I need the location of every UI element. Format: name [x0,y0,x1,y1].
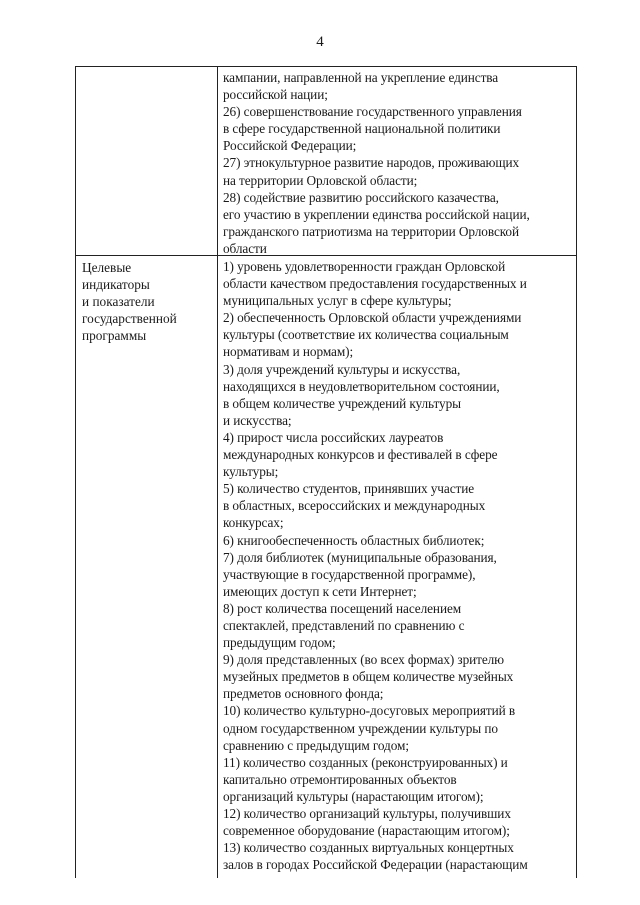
indicator-text-line: участвующие в государственной программе), [223,566,476,582]
indicator-text-line: 13) количество созданных виртуальных концертных [223,840,514,856]
indicator-text-line: капитально отремонтированных объектов [223,771,457,787]
goal-text-line: гражданского патриотизма на территории Орловской [223,223,519,239]
indicator-text-line: 6) книгообеспеченность областных библиотек; [223,532,485,548]
indicator-text-line: музейных предметов в общем количестве музейных [223,669,514,685]
row-label-line: и показатели [82,294,155,310]
program-passport-table [75,66,577,878]
indicator-text-line: в общем количестве учреждений культуры [223,395,461,411]
goal-text-line: области [223,240,267,256]
indicator-text-line: 10) количество культурно-досуговых мероприятий в [223,703,516,719]
indicator-text-line: 4) прирост числа российских лауреатов [223,429,444,445]
goal-text-line: 27) этнокультурное развитие народов, проживающих [223,155,520,171]
indicator-text-line: организаций культуры (нарастающим итогом); [223,788,484,804]
indicator-text-line: нормативам и нормам); [223,344,354,360]
indicator-text-line: конкурсах; [223,515,284,531]
indicator-text-line: 7) доля библиотек (муниципальные образования, [223,549,497,565]
indicator-text-line: 5) количество студентов, принявших участие [223,481,475,497]
indicator-text-line: сравнению с предыдущим годом; [223,737,409,753]
row-label-line: индикаторы [82,277,150,293]
goal-text-line: кампании, направленной на укрепление единства [223,70,499,85]
goal-text-line: в сфере государственной национальной политики [223,121,501,137]
indicator-text-line: имеющих доступ к сети Интернет; [223,583,417,599]
indicator-text-line: 8) рост количества посещений населением [223,600,462,616]
indicator-text-line: 11) количество созданных (реконструированных) и [223,754,508,770]
indicator-text-line: 3) доля учреждений культуры и искусства, [223,361,461,377]
indicator-text-line: и искусства; [223,412,292,428]
goal-text-line: 28) содействие развитию российского казачества, [223,189,499,205]
row-label-line: государственной [82,311,177,327]
indicator-text-line: 2) обеспеченность Орловской области учреждениями [223,310,522,326]
indicators-list [218,256,576,878]
indicator-text-line: предметов основного фонда; [223,686,384,702]
indicator-text-line: муниципальных услуг в сфере культуры; [223,293,452,309]
indicator-text-line: спектаклей, представлений по сравнению с [223,617,465,633]
indicator-text-line: в областных, всероссийских и международных [223,498,486,514]
goal-text-line: Российской Федерации; [223,138,357,154]
goal-text-line: российской нации; [223,87,328,103]
row-label-line: Целевые [82,260,132,275]
goals-list-continued [218,67,576,255]
row-label-line: программы [82,328,147,344]
indicator-text-line: одном государственном учреждении культуры по [223,720,498,736]
row-label-cell-empty [76,67,218,256]
indicator-text-line: области качеством предоставления государственных и [223,276,527,292]
table-row-target-indicators [76,256,577,879]
goal-text-line: 26) совершенствование государственного управления [223,104,522,120]
goal-text-line: на территории Орловской области; [223,172,418,188]
indicator-text-line: современное оборудование (нарастающим итогом); [223,823,510,839]
goal-text-line: его участию в укреплении единства российской нации, [223,206,530,222]
indicator-text-line: культуры (соответствие их количества социальным [223,327,509,343]
table-row-goals-continued [76,67,577,256]
row-label-target-indicators [76,256,217,344]
indicator-text-line: 9) доля представленных (во всех формах) зрителю [223,652,505,668]
page-number: 4 [316,34,324,50]
indicator-text-line: предыдущим годом; [223,635,336,651]
indicator-text-line: залов в городах Российской Федерации (нарастающим [223,857,528,873]
indicator-text-line: международных конкурсов и фестивалей в сфере [223,447,498,463]
indicator-text-line: 12) количество организаций культуры, получивших [223,806,511,821]
indicator-text-line: культуры; [223,464,279,480]
indicator-text-line: находящихся в неудовлетворительном состоянии, [223,378,500,394]
indicator-text-line: 1) уровень удовлетворенности граждан Орловской [223,259,506,274]
